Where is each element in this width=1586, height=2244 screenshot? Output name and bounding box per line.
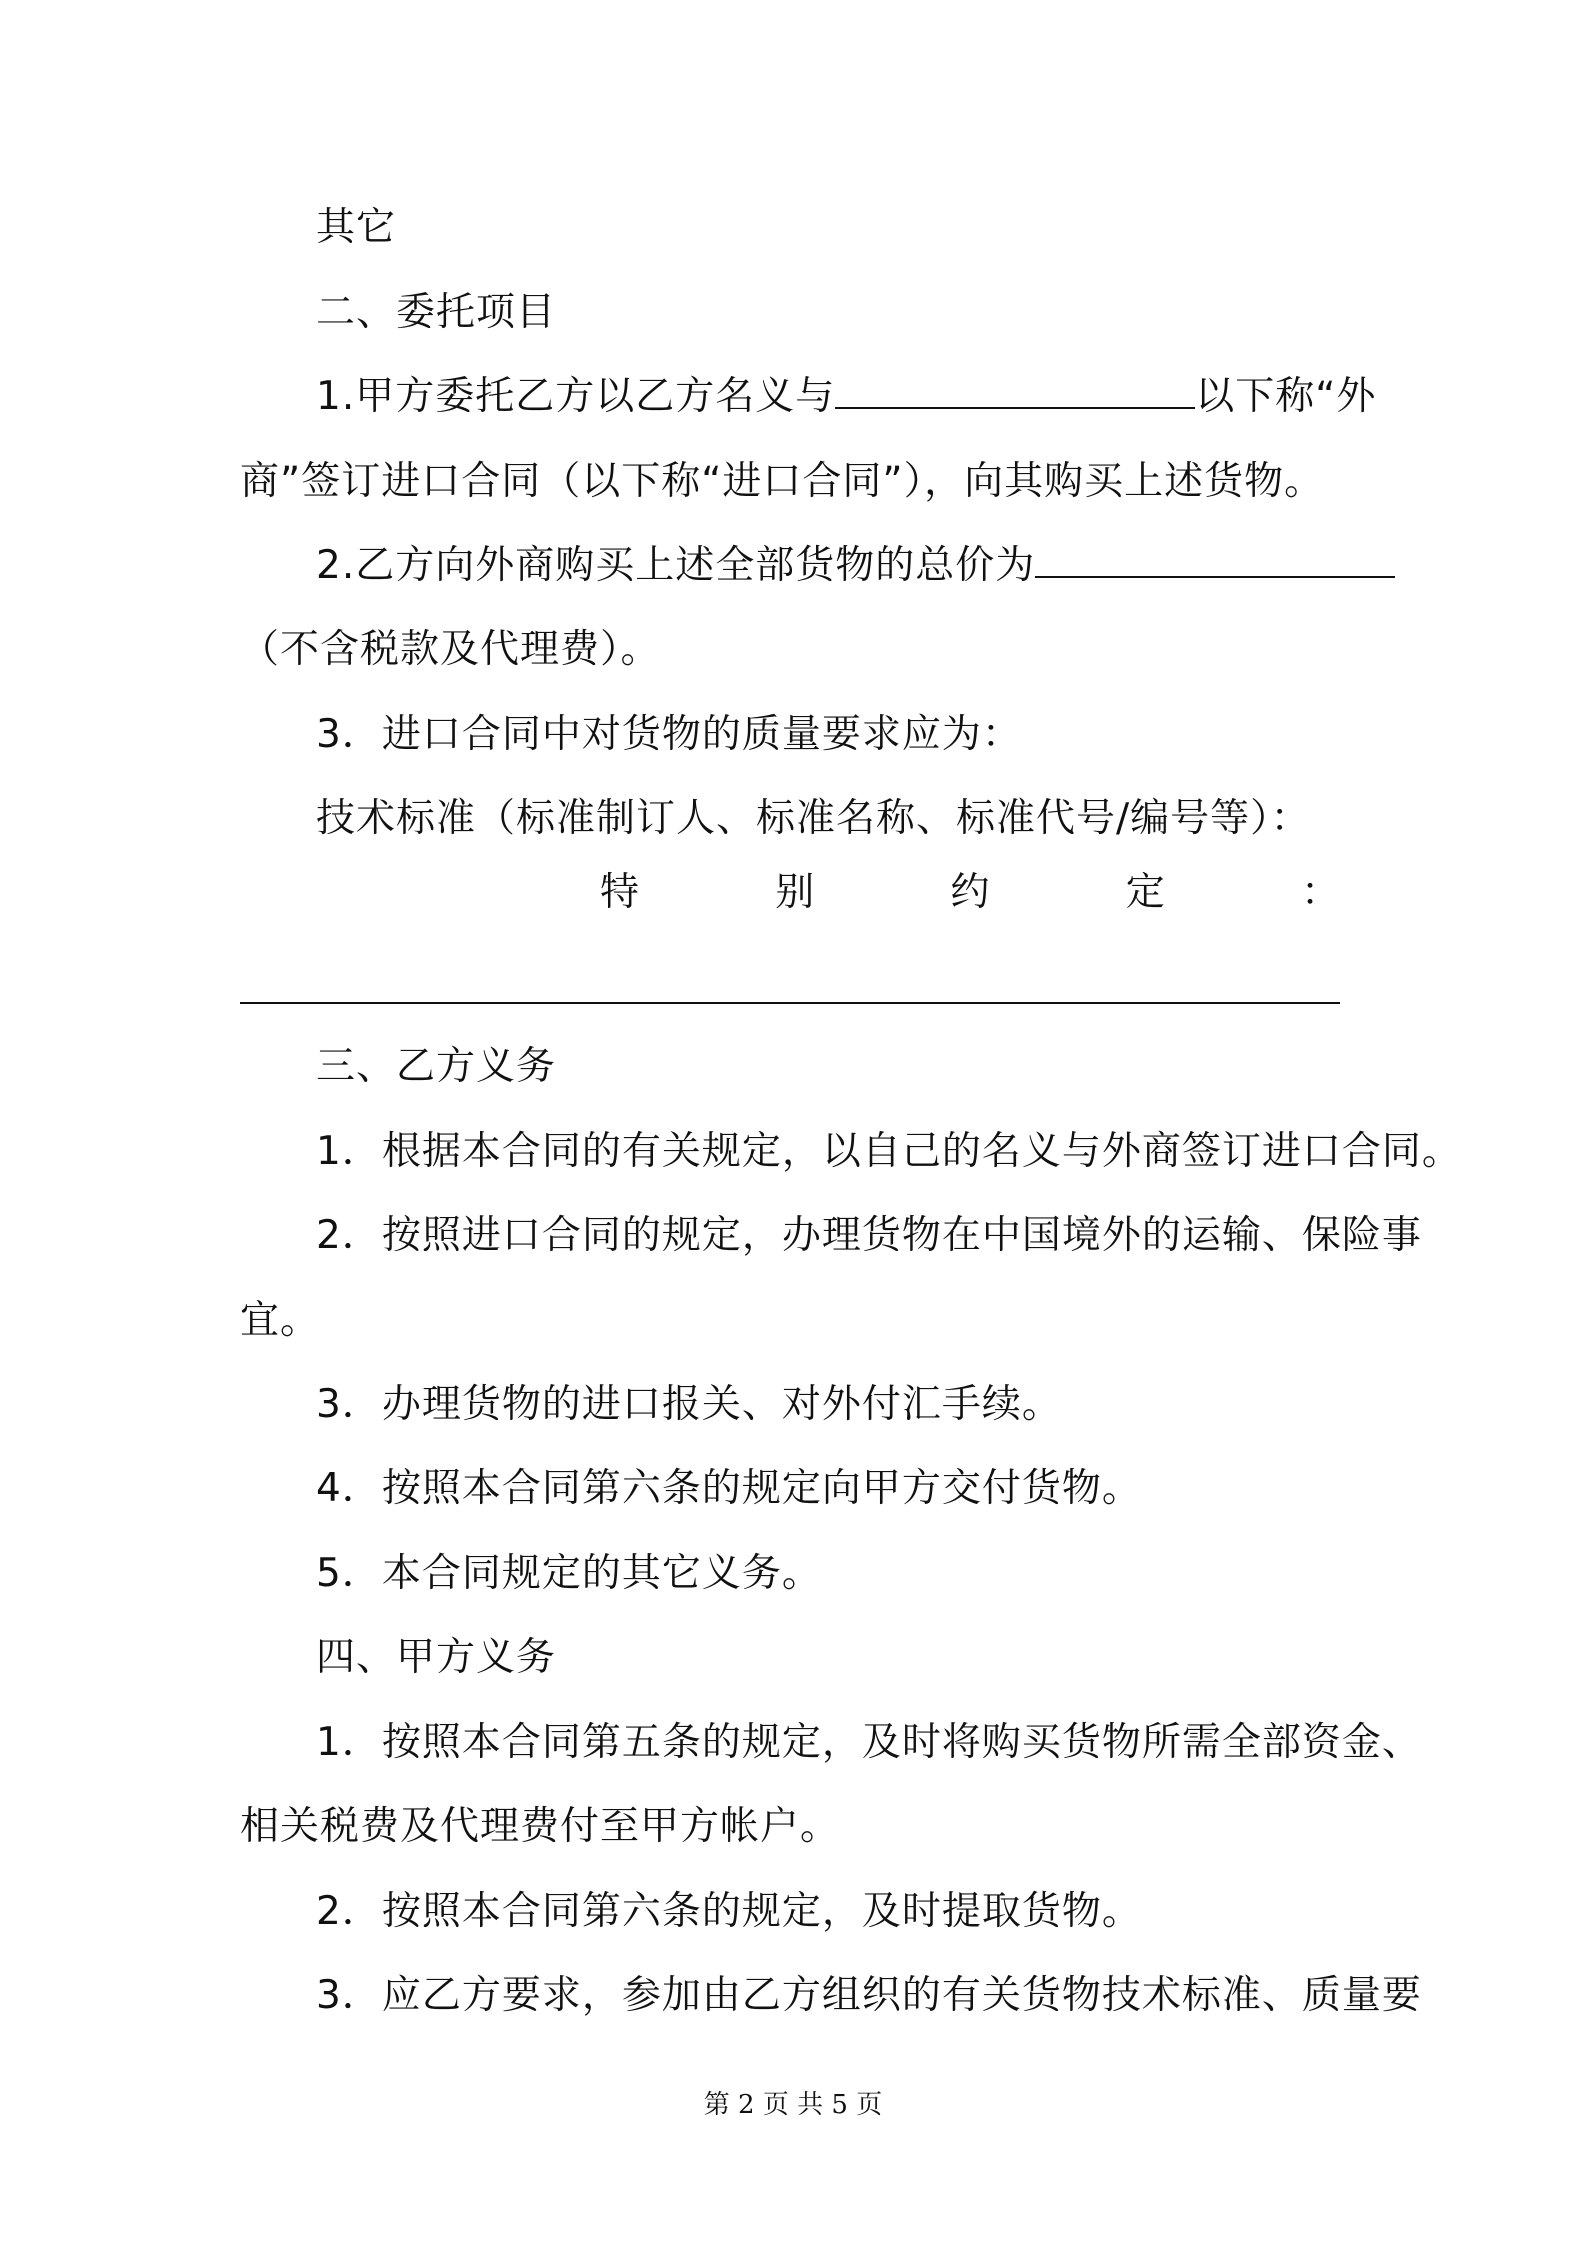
special-char: 定 [1125,870,1165,915]
section-2-paragraph-1-line-1 [316,372,1377,422]
section-3-paragraph-5: 5．本合同规定的其它义务。 [316,1551,822,1596]
section-3-title: 三、乙方义务 [316,1044,557,1089]
other-label: 其它 [316,205,397,250]
paragraph-text: 1.甲方委托乙方以乙方名义与 [316,374,836,419]
section-3-paragraph-1: 1．根据本合同的有关规定，以自己的名义与外商签订进口合同。 [316,1129,1462,1174]
special-char: ： [1300,870,1340,915]
section-3-paragraph-2-line-1: 2．按照进口合同的规定，办理货物在中国境外的运输、保险事 [316,1213,1422,1258]
special-agreement-label [600,868,1340,918]
section-4-paragraph-1-line-2: 相关税费及代理费付至甲方帐户。 [240,1804,841,1849]
special-char: 别 [775,870,815,915]
section-2-paragraph-2-line-1 [316,541,1360,591]
fill-blank-foreign-party [835,373,1195,409]
section-2-title: 二、委托项目 [316,290,557,335]
fill-blank-total-price [1035,542,1395,578]
section-4-paragraph-3: 3．应乙方要求，参加由乙方组织的有关货物技术标准、质量要 [316,1973,1422,2018]
section-2-paragraph-3: 3．进口合同中对货物的质量要求应为： [316,712,1022,757]
section-3-paragraph-2-line-2: 宜。 [240,1298,321,1343]
section-4-paragraph-1-line-1: 1．按照本合同第五条的规定，及时将购买货物所需全部资金、 [316,1720,1422,1765]
section-4-title: 四、甲方义务 [316,1635,557,1680]
section-3-paragraph-3: 3．办理货物的进口报关、对外付汇手续。 [316,1382,1062,1427]
page-footer: 第 2 页 共 5 页 [703,2090,883,2120]
special-char: 特 [600,870,640,915]
special-agreement-blank-line [240,1002,1340,1004]
paragraph-text: 以下称“外 [1195,374,1377,419]
paragraph-text: 2.乙方向外商购买上述全部货物的总价为 [316,543,1036,588]
section-4-paragraph-2: 2．按照本合同第六条的规定，及时提取货物。 [316,1889,1142,1934]
section-3-paragraph-4: 4．按照本合同第六条的规定向甲方交付货物。 [316,1466,1142,1511]
special-char: 约 [950,870,990,915]
section-2-paragraph-2-line-2: （不含税款及代理费）。 [240,627,661,672]
section-2-paragraph-1-line-2: 商”签订进口合同（以下称“进口合同”），向其购买上述货物。 [240,459,1325,504]
technical-standard-label: 技术标准（标准制订人、标准名称、标准代号/编号等）： [316,796,1311,841]
